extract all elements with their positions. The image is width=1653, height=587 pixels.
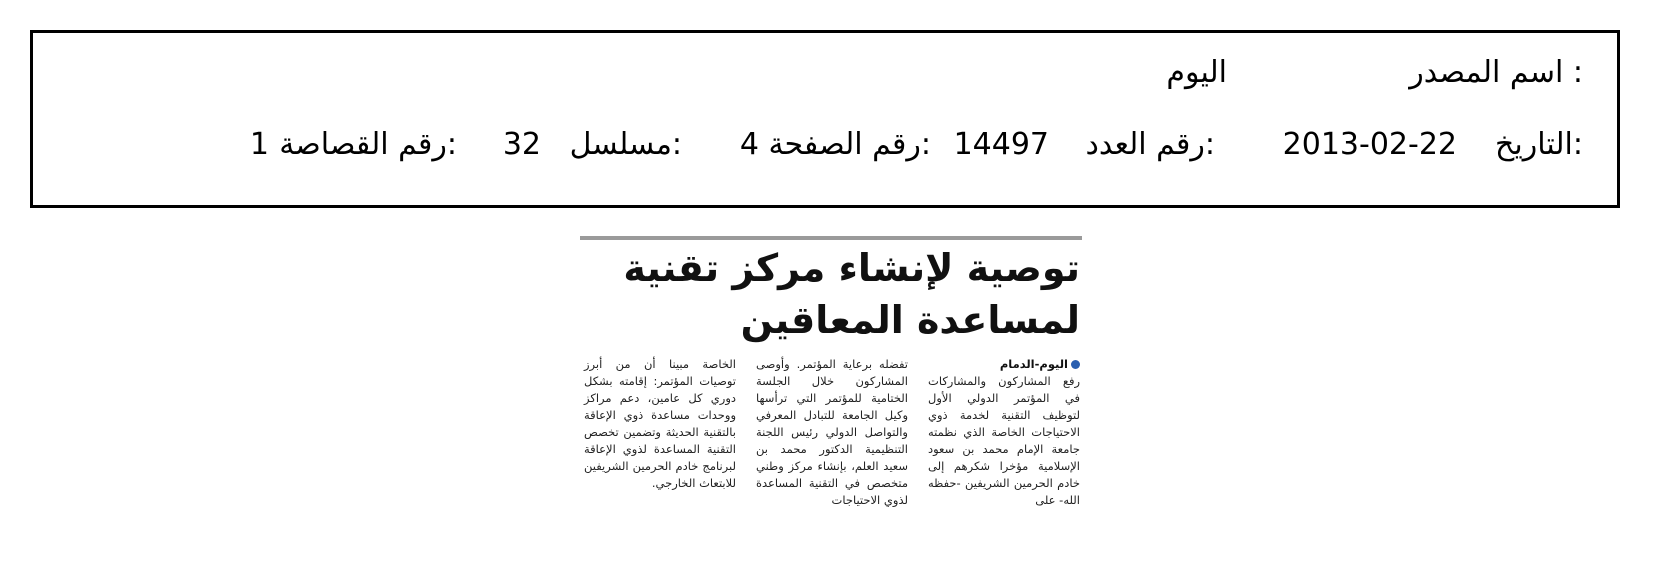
bullet-dot-icon (1071, 360, 1080, 369)
page-value: 4 (739, 127, 759, 162)
source-label: اسم المصدر : (1409, 55, 1583, 90)
byline: اليوم-الدمام (999, 357, 1068, 371)
clip-value: 1 (249, 127, 269, 162)
article-column-2 (756, 356, 908, 509)
column-3-text: الخاصة مبينا أن من أبرز توصيات المؤتمر: إقامته بشكل دوري كل عامين، دعم مراكز ووحدات مساعدة ذوي الإعاقة بالتقنية الحديثة وتضمين تخصص التقنية المساعدة لذوي الإعاقة لبرنامج خادم الحرمين الشريفين للابتعاث الخارجي. (584, 357, 736, 490)
clipping-top-rule (580, 236, 1082, 240)
issue-value: 14497 (953, 127, 1049, 162)
headline-line-2: لمساعدة المعاقين (740, 298, 1080, 342)
headline-line-1: توصية لإنشاء مركز تقنية (623, 246, 1080, 290)
date-label: التاريخ: (1495, 127, 1583, 162)
clip-label: رقم القصاصة: (279, 127, 457, 162)
column-2-text: تفضله برعاية المؤتمر. وأوصى المشاركون خلال الجلسة الختامية للمؤتمر التي ترأسها وكيل الجامعة للتبادل المعرفي والتواصل الدولي رئيس اللجنة التنظيمية الدكتور محمد بن سعيد العلم، بإنشاء مركز وطني متخصص في التقنية المساعدة لذوي الاحتياجات (756, 357, 908, 507)
source-value: اليوم (1166, 55, 1227, 90)
source-info-box (30, 30, 1620, 208)
column-1-text: رفع المشاركون والمشاركات في المؤتمر الدولي الأول لتوظيف التقنية لخدمة ذوي الاحتياجات الخاصة الذي نظمته جامعة الإمام محمد بن سعود الإسلامية مؤخرا شكرهم إلى خادم الحرمين الشريفين -حفظه الله- على (928, 374, 1080, 507)
issue-label: رقم العدد: (1085, 127, 1215, 162)
serial-value: 32 (502, 127, 541, 162)
article-column-3 (584, 356, 736, 492)
newspaper-clipping (580, 236, 1082, 526)
date-value: 2013-02-22 (1282, 127, 1457, 162)
article-column-1 (928, 356, 1080, 509)
serial-label: مسلسل: (569, 127, 682, 162)
page-label: رقم الصفحة: (768, 127, 931, 162)
